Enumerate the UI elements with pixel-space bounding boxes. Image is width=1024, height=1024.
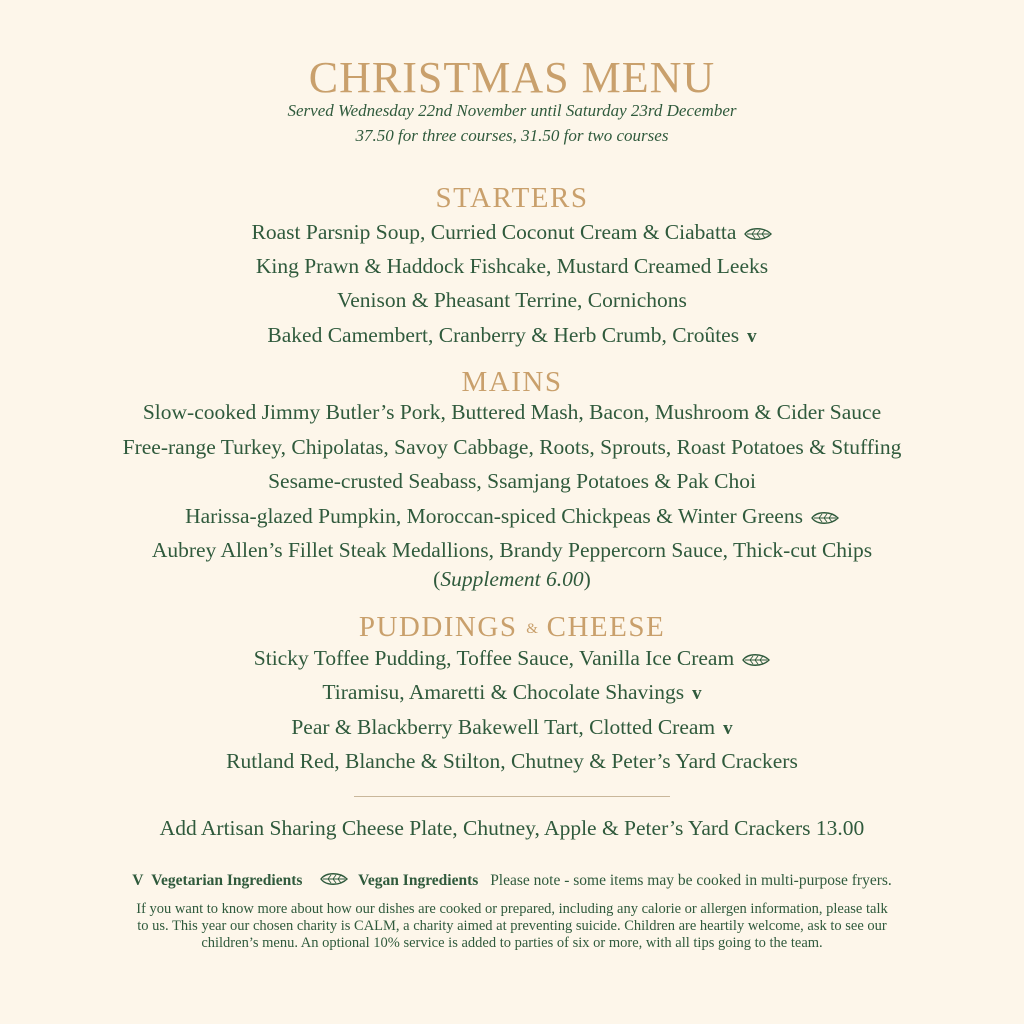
starter-item-label: Baked Camembert, Cranberry & Herb Crumb, Croûtes [267, 323, 740, 347]
main-item [0, 538, 1024, 563]
pudding-item [0, 749, 1024, 774]
starter-item [0, 323, 1024, 348]
footer-line: to us. This year our chosen charity is CALM, a charity aimed at preventing suicide. Children are heartily welcome, ask to see our [137, 918, 887, 934]
leaf-icon [742, 648, 770, 673]
vegetarian-mark: v [723, 718, 733, 739]
starter-item [0, 220, 1024, 247]
pudding-item [0, 646, 1024, 673]
supplement-note: (Supplement 6.00) [433, 567, 591, 591]
leaf-icon [744, 222, 772, 247]
supplement-text: Supplement 6.00 [440, 567, 584, 591]
footer-line: children’s menu. An optional 10% service is added to parties of six or more, with all tips going to the team. [201, 935, 823, 951]
starter-item-label: Venison & Pheasant Terrine, Cornichons [337, 288, 687, 312]
starter-item [0, 288, 1024, 313]
vegetarian-mark: v [747, 326, 757, 347]
vegetarian-mark: v [692, 683, 702, 704]
served-dates: Served Wednesday 22nd November until Saturday 23rd December [287, 101, 737, 120]
starter-item-label: King Prawn & Haddock Fishcake, Mustard Creamed Leeks [255, 254, 769, 278]
starters-heading: STARTERS [435, 182, 589, 214]
main-item [0, 469, 1024, 494]
dietary-legend [0, 872, 1024, 891]
vegetarian-symbol: V [132, 872, 144, 890]
main-item [0, 435, 1024, 460]
main-item [0, 400, 1024, 425]
fryer-note: Please note - some items may be cooked in multi-purpose fryers. [490, 872, 892, 890]
leaf-icon [320, 872, 348, 891]
pudding-item-label: Sticky Toffee Pudding, Toffee Sauce, Vanilla Ice Cream [253, 646, 735, 670]
mains-heading: MAINS [461, 366, 563, 398]
leaf-icon [811, 506, 839, 531]
main-item [0, 504, 1024, 531]
puddings-heading [0, 611, 1024, 644]
addon-cheese-plate: Add Artisan Sharing Cheese Plate, Chutney, Apple & Peter’s Yard Crackers 13.00 [159, 816, 865, 840]
vegan-legend: Vegan Ingredients [358, 872, 479, 890]
pudding-item-label: Rutland Red, Blanche & Stilton, Chutney & Peter’s Yard Crackers [226, 749, 798, 773]
vegetarian-legend: Vegetarian Ingredients [151, 872, 303, 890]
main-item-label: Slow-cooked Jimmy Butler’s Pork, Buttered Mash, Bacon, Mushroom & Cider Sauce [142, 400, 882, 424]
pudding-item-label: Tiramisu, Amaretti & Chocolate Shavings [322, 680, 685, 704]
pricing: 37.50 for three courses, 31.50 for two courses [355, 126, 669, 145]
divider [354, 796, 670, 797]
puddings-heading-right: CHEESE [546, 611, 666, 643]
puddings-heading-left: PUDDINGS [358, 611, 518, 643]
main-item-label: Sesame-crusted Seabass, Ssamjang Potatoes & Pak Choi [268, 469, 756, 493]
footer-line: If you want to know more about how our dishes are cooked or prepared, including any calorie or allergen information, please talk [136, 901, 888, 917]
menu-title: CHRISTMAS MENU [308, 53, 716, 102]
main-item-label: Free-range Turkey, Chipolatas, Savoy Cabbage, Roots, Sprouts, Roast Potatoes & Stuffing [122, 435, 902, 459]
puddings-heading-amp: & [526, 620, 538, 637]
pudding-item-label: Pear & Blackberry Bakewell Tart, Clotted Cream [291, 715, 716, 739]
main-item-label: Aubrey Allen’s Fillet Steak Medallions, Brandy Peppercorn Sauce, Thick-cut Chips [151, 538, 873, 562]
starter-item-label: Roast Parsnip Soup, Curried Coconut Cream & Ciabatta [251, 220, 737, 244]
footer-info [50, 901, 974, 952]
starter-item [0, 254, 1024, 279]
pudding-item [0, 680, 1024, 705]
pudding-item [0, 715, 1024, 740]
main-item-label: Harissa-glazed Pumpkin, Moroccan-spiced Chickpeas & Winter Greens [185, 504, 803, 528]
